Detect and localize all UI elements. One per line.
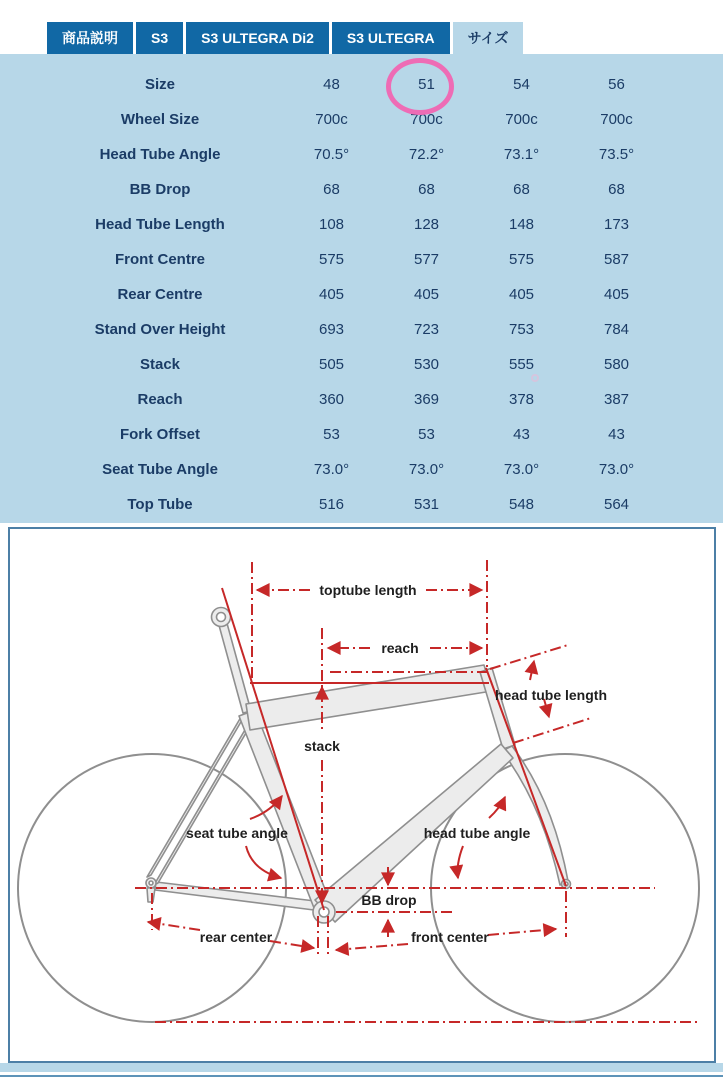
label-reach: reach [381,640,419,656]
cell: 700c [410,111,443,128]
table-row-size [0,67,723,102]
label-head-tube-length: head tube length [495,687,607,703]
table-row-bb-drop [0,172,723,207]
row-label: Top Tube [127,496,193,513]
table-row-head-tube-length [0,207,723,242]
cell: 531 [413,496,440,513]
row-label: Stand Over Height [94,321,226,338]
cell: 405 [508,286,535,303]
cell: 360 [318,391,345,408]
row-label: Reach [137,391,183,408]
table-row-front-centre [0,242,723,277]
table-row-top-tube [0,487,723,522]
cell: 369 [413,391,440,408]
tab-s3-ultegra-di2[interactable]: S3 ULTEGRA Di2 [186,22,329,54]
table-row-wheel-size [0,102,723,137]
cell: 73.0° [598,461,635,478]
cell: 577 [413,251,440,268]
tab-size[interactable]: サイズ [453,22,524,54]
cell: 587 [603,251,630,268]
row-label: Rear Centre [117,286,203,303]
cell: 73.0° [408,461,445,478]
cell: 173 [603,216,630,233]
cell: 68 [608,181,625,198]
bottom-divider [0,1075,723,1077]
row-label: Fork Offset [119,426,200,443]
cell: 548 [508,496,535,513]
cell: 73.0° [313,461,350,478]
table-row-seat-tube-angle [0,452,723,487]
label-toptube-length: toptube length [319,582,417,598]
cell: 378 [508,391,535,408]
cell: 68 [418,181,435,198]
product-tab-bar [47,22,523,54]
cell: 53 [323,426,340,443]
cell: 70.5° [313,146,350,163]
cell: 73.5° [598,146,635,163]
label-bb-drop: BB drop [361,892,417,908]
cell: 530 [413,356,440,373]
cell: 516 [318,496,345,513]
table-row-stand-over-height [0,312,723,347]
row-label: Head Tube Length [95,216,225,233]
cell: 108 [318,216,345,233]
cell: 48 [323,76,340,93]
tab-s3[interactable]: S3 [136,22,183,54]
bike-frame [146,608,571,924]
geometry-table [0,54,723,523]
bike-geometry-svg [10,529,714,1061]
cell: 68 [513,181,530,198]
label-front-center: front center [411,929,489,945]
cell: 56 [608,76,625,93]
row-label: Seat Tube Angle [102,461,218,478]
table-row-fork-offset [0,417,723,452]
cell: 564 [603,496,630,513]
cell: 753 [508,321,535,338]
cell: 43 [513,426,530,443]
cell: 700c [505,111,538,128]
cell: 784 [603,321,630,338]
row-label: Size [144,76,175,93]
cell: 73.1° [503,146,540,163]
cell: 575 [318,251,345,268]
table-row-reach [0,382,723,417]
bottom-band [0,1063,723,1072]
cell: 555 [508,356,535,373]
label-stack: stack [304,738,340,754]
cell: 128 [413,216,440,233]
row-label: Stack [139,356,181,373]
cell: 700c [315,111,348,128]
cell: 575 [508,251,535,268]
cell: 723 [413,321,440,338]
row-label: BB Drop [129,181,191,198]
tab-product-description[interactable]: 商品説明 [47,22,133,54]
cell: 700c [600,111,633,128]
cell: 387 [603,391,630,408]
cell: 43 [608,426,625,443]
cell: 405 [318,286,345,303]
label-head-tube-angle: head tube angle [423,825,531,841]
row-label: Head Tube Angle [99,146,221,163]
row-label: Wheel Size [120,111,200,128]
geometry-diagram [8,527,716,1063]
cell-highlighted: 51 [418,76,435,93]
cell: 505 [318,356,345,373]
tab-s3-ultegra[interactable]: S3 ULTEGRA [332,22,450,54]
cell: 405 [413,286,440,303]
cell: 405 [603,286,630,303]
cell: 68 [323,181,340,198]
table-row-stack [0,347,723,382]
cell: 580 [603,356,630,373]
cell: 693 [318,321,345,338]
cell: 148 [508,216,535,233]
label-seat-tube-angle: seat tube angle [186,825,288,841]
table-row-rear-centre [0,277,723,312]
cell: 72.2° [408,146,445,163]
cell: 53 [418,426,435,443]
row-label: Front Centre [115,251,205,268]
table-row-head-tube-angle [0,137,723,172]
label-rear-center: rear center [199,929,273,945]
cell: 54 [513,76,530,93]
cell: 73.0° [503,461,540,478]
